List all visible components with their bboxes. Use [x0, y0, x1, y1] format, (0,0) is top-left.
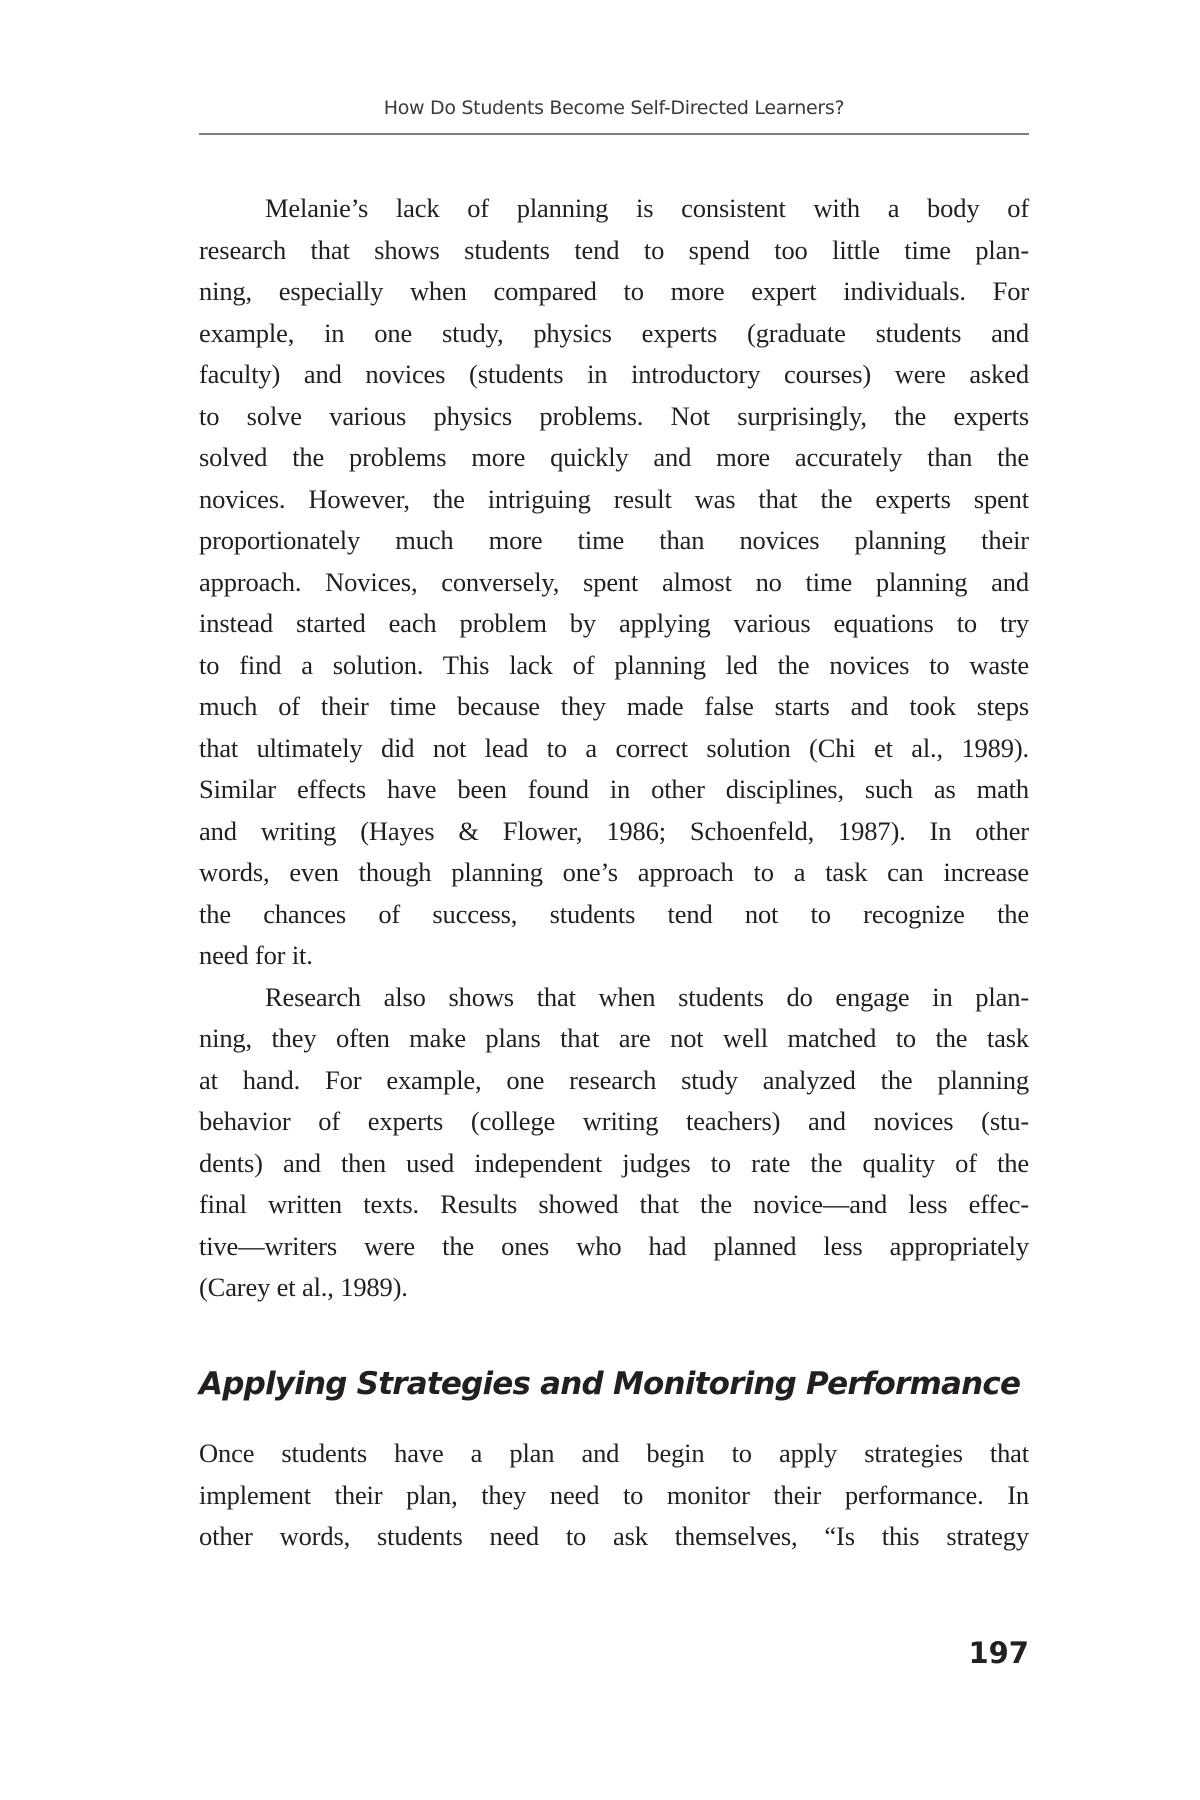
text-line: dents) and then used independent judges to rate the quality of the — [199, 1147, 1029, 1178]
text-line: implement their plan, they need to monitor their performance. In — [199, 1479, 1029, 1510]
text-line: need for it. — [199, 940, 313, 970]
text-line: instead started each problem by applying various equations to try — [199, 608, 1029, 638]
text-line: Once students have a plan and begin to apply strategies that — [199, 1438, 1029, 1468]
text-line: (Carey et al., 1989). — [199, 1272, 408, 1302]
text-line: approach. Novices, conversely, spent almost no time planning and — [199, 566, 1029, 597]
text-line: solved the problems more quickly and more accurately than the — [199, 442, 1029, 472]
text-line: proportionately much more time than novices planning their — [199, 525, 1029, 555]
page-number: 197 — [968, 1636, 1029, 1670]
body-text-upper — [199, 188, 1029, 1309]
text-line: and writing (Hayes & Flower, 1986; Schoenfeld, 1987). In other — [199, 815, 1029, 846]
text-line: research that shows students tend to spend too little time plan- — [199, 234, 1029, 265]
text-line: Similar effects have been found in other disciplines, such as math — [199, 774, 1029, 804]
body-text-lower — [199, 1433, 1029, 1558]
text-line: ning, they often make plans that are not well matched to the task — [199, 1023, 1029, 1053]
text-line: at hand. For example, one research study analyzed the planning — [199, 1064, 1029, 1095]
text-line: to solve various physics problems. Not surprisingly, the experts — [199, 400, 1029, 431]
running-head: How Do Students Become Self-Directed Learners? — [383, 97, 845, 119]
paragraph-3 — [199, 1433, 1029, 1558]
text-line: much of their time because they made false starts and took steps — [199, 691, 1029, 721]
text-line: ning, especially when compared to more expert individuals. For — [199, 276, 1029, 306]
text-line: the chances of success, students tend not to recognize the — [199, 898, 1029, 929]
text-line: behavior of experts (college writing teachers) and novices (stu- — [199, 1106, 1029, 1136]
text-line: final written texts. Results showed that the novice—and less effec- — [199, 1189, 1029, 1219]
paragraph-2 — [199, 977, 1029, 1309]
text-line: Research also shows that when students do engage in plan- — [265, 981, 1029, 1012]
text-line: tive—writers were the ones who had planned less appropriately — [199, 1230, 1029, 1261]
text-line: that ultimately did not lead to a correct solution (Chi et al., 1989). — [199, 732, 1029, 763]
text-line: words, even though planning one’s approach to a task can increase — [199, 857, 1029, 887]
paragraph-1 — [199, 188, 1029, 977]
text-line: Melanie’s lack of planning is consistent with a body of — [265, 193, 1029, 223]
text-line: example, in one study, physics experts (graduate students and — [199, 317, 1029, 348]
text-line: other words, students need to ask themselves, “Is this strategy — [199, 1521, 1029, 1551]
header-rule — [199, 133, 1029, 135]
text-line: novices. However, the intriguing result was that the experts spent — [199, 483, 1029, 514]
text-line: to find a solution. This lack of planning led the novices to waste — [199, 649, 1029, 680]
section-heading: Applying Strategies and Monitoring Performance — [199, 1366, 1021, 1402]
text-line: faculty) and novices (students in introductory courses) were asked — [199, 359, 1029, 389]
